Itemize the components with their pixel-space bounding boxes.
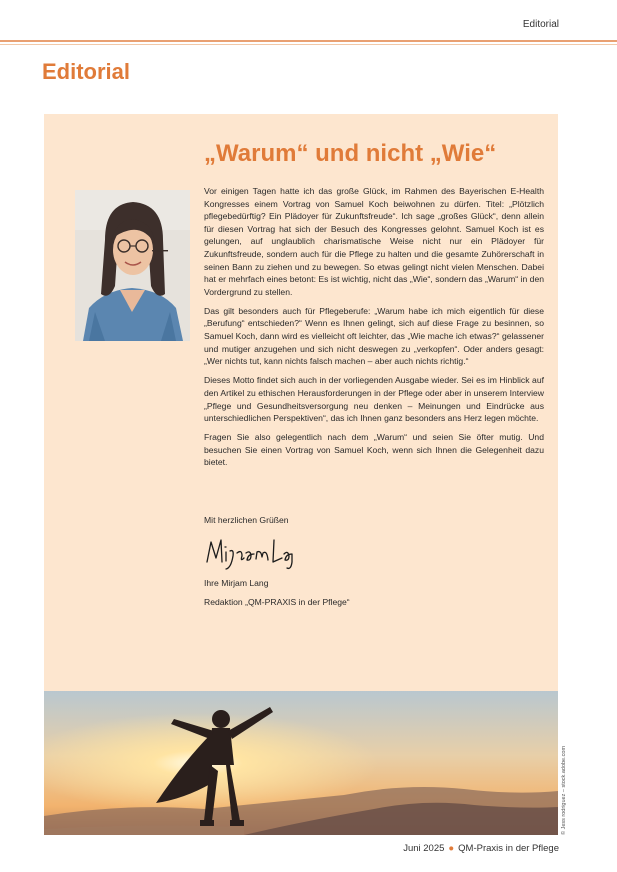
author-name: Ihre Mirjam Lang <box>204 578 269 588</box>
paragraph: Das gilt besonders auch für Pflegeberufe: „Warum habe ich mich eigentlich für diese „Berufung“ entschieden?“ Wenn es Ihnen gelingt, sich auf diese Frage zu besinnen, so Samuel Koch, dann wird es vielleicht oft leichter, das „Wie mache ich etwas?“ gelassener und mutiger anzugehen und sich nicht deswegen zu „verkopfen“. Oder anders gesagt: „Wer nichts tut, kann nichts falsch machen – aber auch nichts richtig.“ <box>204 305 544 367</box>
portrait-photo-icon <box>75 190 190 341</box>
header-rule-thin <box>0 44 617 45</box>
image-credit: © Jess rodriguez – stock.adobe.com <box>561 745 567 835</box>
banner-image <box>44 691 558 835</box>
article-headline: „Warum“ und nicht „Wie“ <box>204 140 497 167</box>
author-portrait <box>75 190 190 341</box>
paragraph: Dieses Motto findet sich auch in der vorliegenden Ausgabe wieder. Sei es im Hinblick auf den Artikel zu ethischen Herausforderungen in der Pflege oder aber in unserem Interview „Pflege und Gesundheitsversorgung neu denken – Meinungen und Eindrücke aus unterschiedlichen Perspektiven“, das ich Ihnen ganz besonders ans Herz legen möchte. <box>204 375 544 424</box>
sunset-child-silhouette-icon <box>44 691 558 835</box>
article-body <box>204 185 544 475</box>
paragraph: Vor einigen Tagen hatte ich das große Glück, im Rahmen des Bayerischen E-Health Kongresses einem Vortrag von Samuel Koch beiwohnen zu dürfen. Titel: „Plötzlich pflegebedürftig? Ein Plädoyer für Zukunftsfreude“. Ich sage „großes Glück“, denn allein für diesen Vortrag hat sich der Besuch des Kongresses gelohnt. Samuel Koch ist es gelungen, auf unglaublich charismatische Weise nicht nur ein Plädoyer für Zukunftsfreude, sondern auch für die Pflege zu halten und die gesamte Zuhörerschaft in seinen Bann zu ziehen und zu bewegen. So etwas gelingt nicht vielen Menschen. Dabei hat er mehrfach eines betont: Es ist wichtig, nicht das „Wie“, sondern das „Warum“ in den Vordergrund zu stellen. <box>204 186 544 297</box>
header-rule <box>0 40 617 42</box>
section-tag: Editorial <box>522 19 559 30</box>
closing-greeting: Mit herzlichen Grüßen <box>204 515 289 525</box>
handwritten-signature-icon <box>204 532 299 572</box>
paragraph: Fragen Sie also gelegentlich nach dem „Warum“ und seien Sie öfter mutig. Und besuchen Sie einen Vortrag von Samuel Koch, wenn sich Ihnen die Gelegenheit dazu bietet. <box>204 432 544 468</box>
footer-date: Juni 2025 <box>403 843 445 854</box>
footer-publication: QM-Praxis in der Pflege <box>458 843 559 854</box>
bullet-icon: ● <box>448 843 455 854</box>
page-title: Editorial <box>42 59 131 84</box>
author-role: Redaktion „QM-PRAXIS in der Pflege“ <box>204 597 350 607</box>
signature <box>204 532 299 572</box>
page-footer <box>403 843 559 854</box>
